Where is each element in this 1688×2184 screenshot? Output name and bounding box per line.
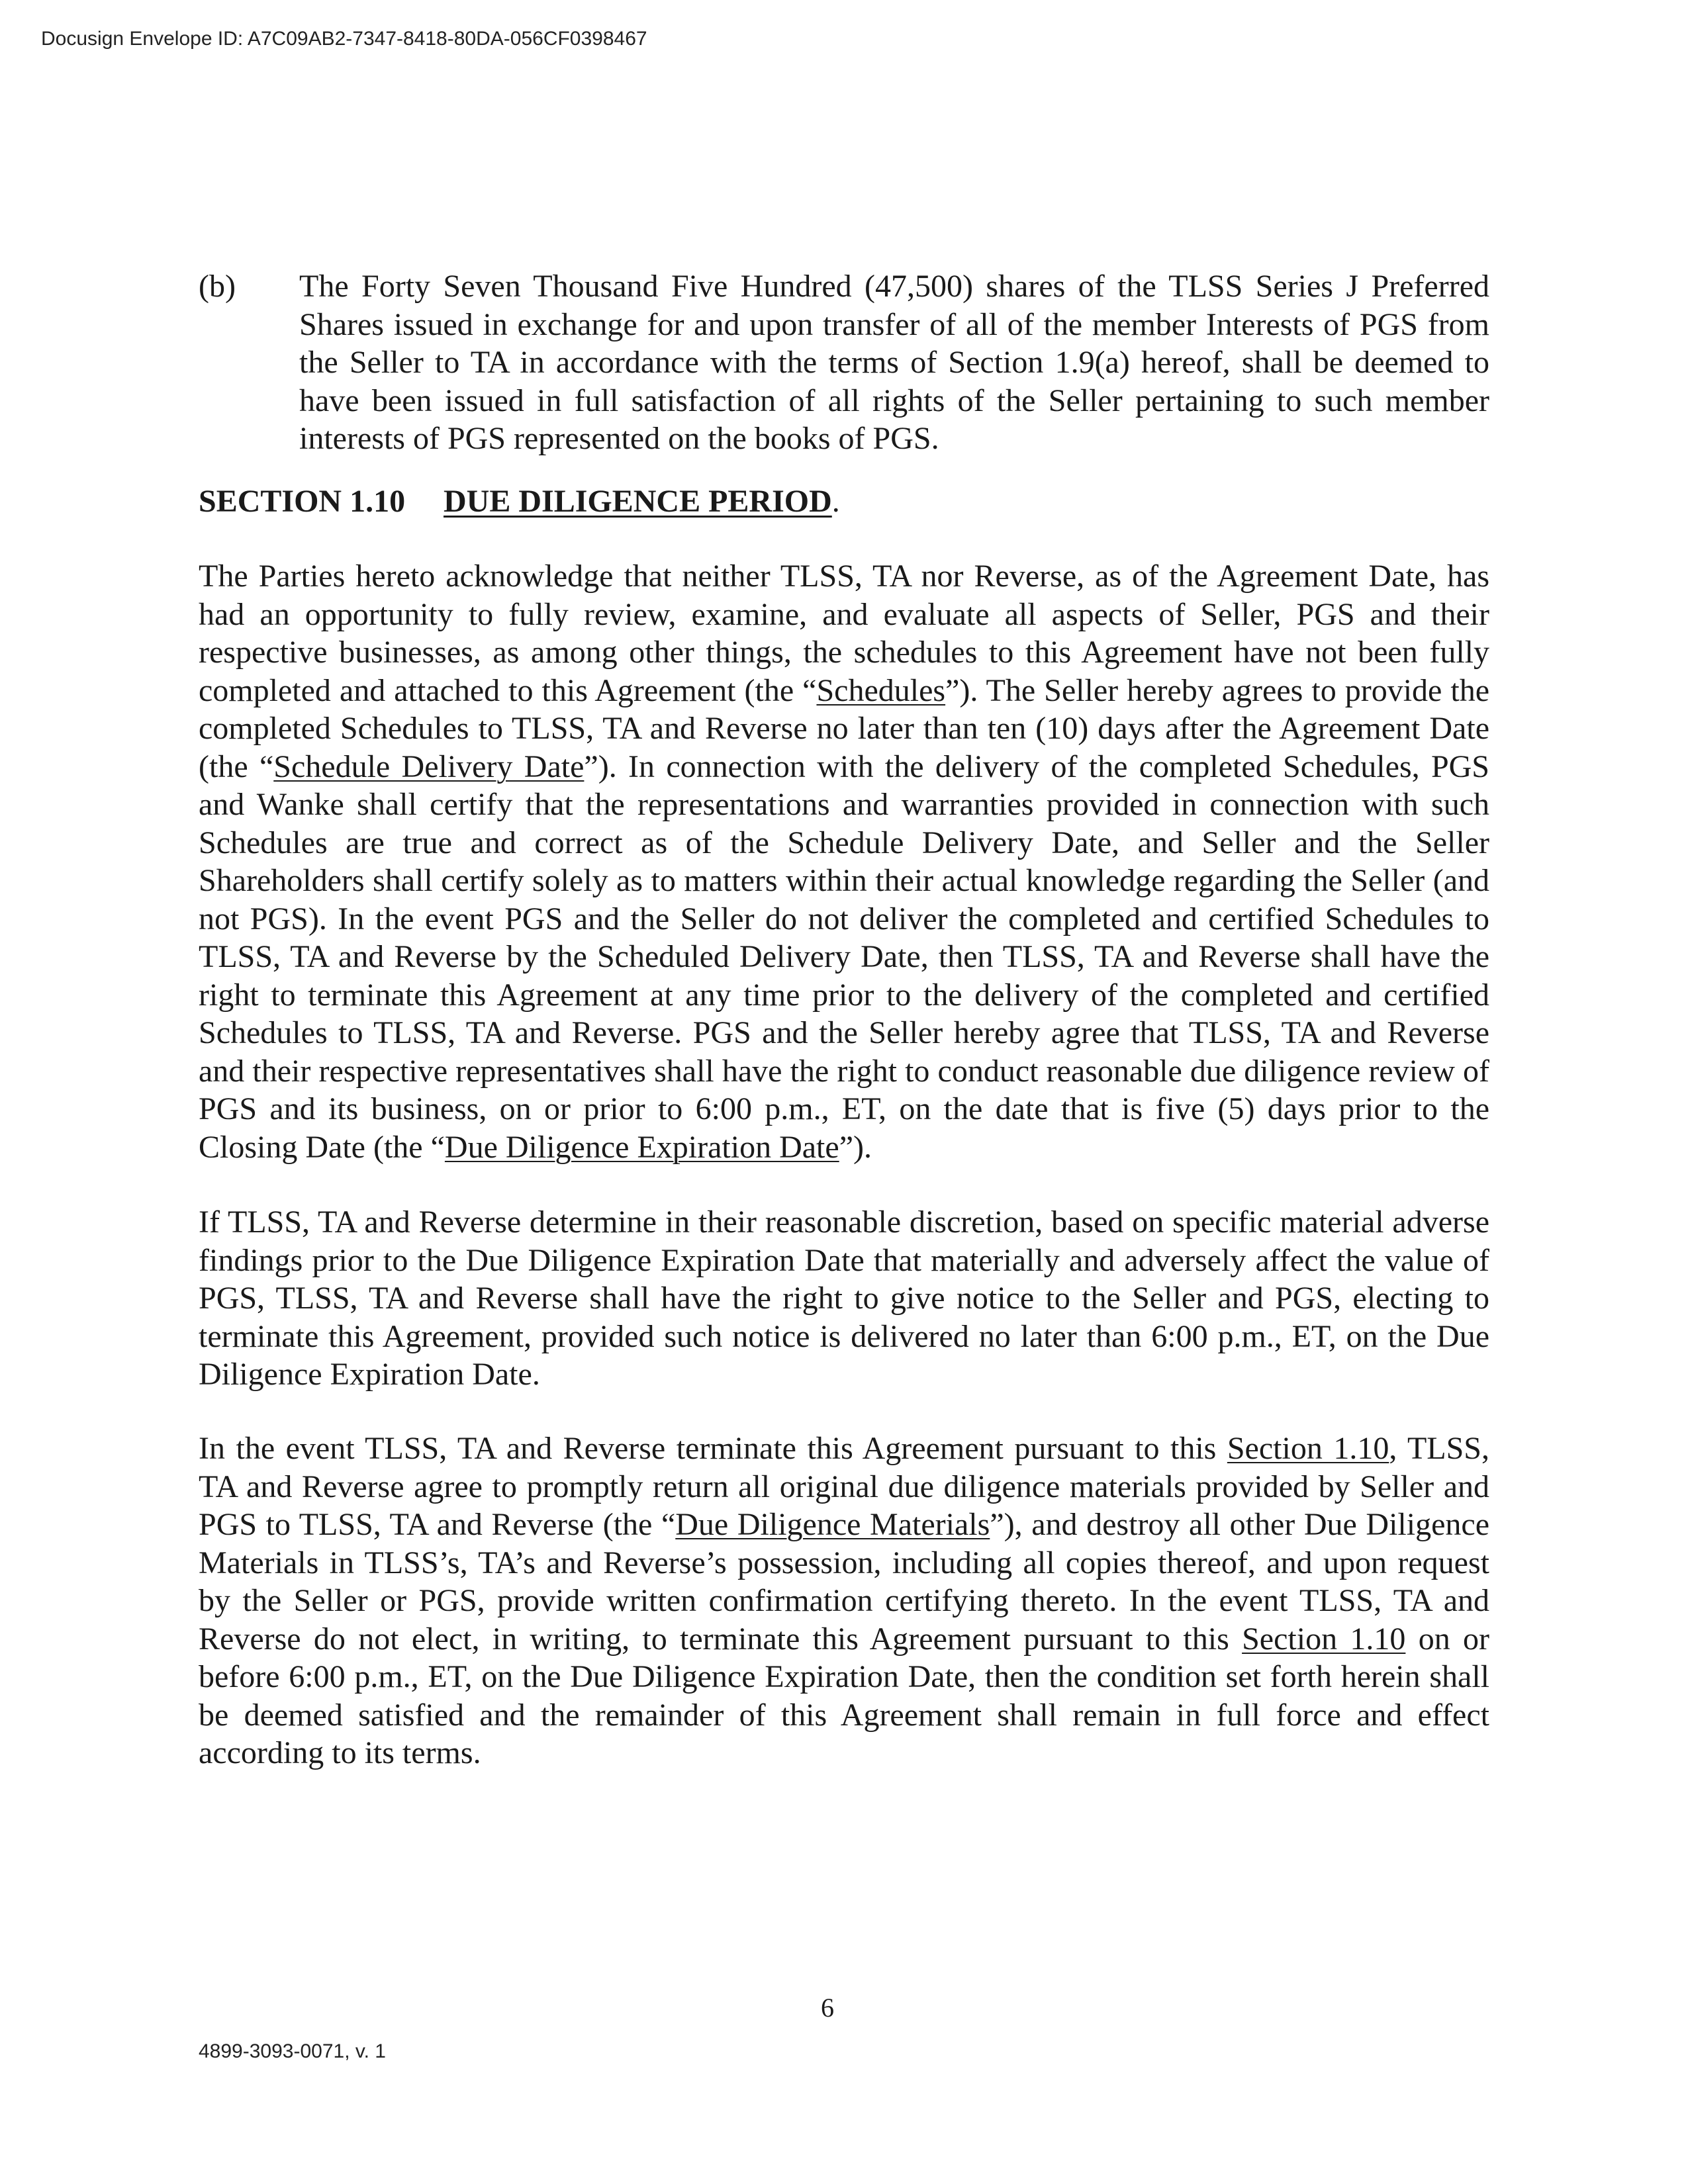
paragraph-3-part-4: on or before 6:00 p.m., ET, on the Due Diligence Expiration Date, then the condition set forth herein shall be deemed satisfied and the remainder of this Agreement shall remain in full force and effect according to its terms. [199, 1621, 1490, 1770]
clause-b-label: (b) [199, 269, 236, 304]
document-id: 4899-3093-0071, v. 1 [199, 2040, 386, 2062]
page-number: 6 [821, 1993, 834, 2023]
clause-b-text: The Forty Seven Thousand Five Hundred (47,500) shares of the TLSS Series J Preferred Shares issued in exchange for and upon transfer of all of the member Interests of PGS from the Seller to TA in accordance with the terms of Section 1.9(a) hereof, shall be deemed to have been issued in full satisfaction of all rights of the Seller pertaining to such member interests of PGS represented on the books of PGS. [299, 269, 1489, 456]
paragraph-1-part-1: The Parties hereto acknowledge that neither TLSS, TA nor Reverse, as of the Agreement Date, has had an opportunity to fully review, examine, and evaluate all aspects of Seller, PGS and their respective businesses, as among other things, the schedules to this Agreement have not been fully completed and attached to this Agreement (the “ [199, 559, 1489, 708]
defined-term-due-diligence-expiration-date: Due Diligence Expiration Date [444, 1129, 839, 1165]
section-title: DUE DILIGENCE PERIOD [444, 484, 832, 519]
paragraph-3-part-3: ”), and destroy all other Due Diligence Materials in TLSS’s, TA’s and Reverse’s possession, including all copies thereof, and upon request by the Seller or PGS, provide written confirmation certifying thereto. In the event TLSS, TA and Reverse do not elect, in writing, to terminate this Agreement pursuant to this [199, 1507, 1490, 1657]
paragraph-3-part-1: In the event TLSS, TA and Reverse terminate this Agreement pursuant to this [199, 1431, 1227, 1466]
paragraph-1-part-3: ”). In connection with the delivery of the completed Schedules, PGS and Wanke shall certify that the representations and warranties provided in connection with such Schedules are true and correct as of the Schedule Delivery Date, and Seller and the Seller Shareholders shall certify solely as to matters within their actual knowledge regarding the Seller (and not PGS). In the event PGS and the Seller do not deliver the completed and certified Schedules to TLSS, TA and Reverse by the Scheduled Delivery Date, then TLSS, TA and Reverse shall have the right to terminate this Agreement at any time prior to the delivery of the completed and certified Schedules to TLSS, TA and Reverse. PGS and the Seller hereby agree that TLSS, TA and Reverse and their respective representatives shall have the right to conduct reasonable due diligence review of PGS and its business, on or prior to 6:00 p.m., ET, on the date that is five (5) days prior to the Closing Date (the “ [199, 749, 1490, 1165]
defined-term-schedules: Schedules [816, 672, 946, 708]
paragraph-2: If TLSS, TA and Reverse determine in their reasonable discretion, based on specific material adverse findings prior to the Due Diligence Expiration Date that materially and adversely affect the value of PGS, TLSS, TA and Reverse shall have the right to give notice to the Seller and PGS, electing to terminate this Agreement, provided such notice is delivered no later than 6:00 p.m., ET, on the Due Diligence Expiration Date. [199, 1205, 1489, 1392]
section-title-suffix: . [831, 484, 840, 519]
paragraph-3 [199, 1430, 1489, 1772]
paragraph-3-part-2: , TLSS, TA and Reverse agree to promptly return all original due diligence materials provided by Seller and PGS to TLSS, TA and Reverse (the “ [199, 1431, 1490, 1542]
paragraph-1-part-2: ”). The Seller hereby agrees to provide the completed Schedules to TLSS, TA and Reverse no later than ten (10) days after the Agreement Date (the “ [199, 672, 1489, 784]
section-number: SECTION 1.10 [199, 484, 406, 519]
defined-term-schedule-delivery-date: Schedule Delivery Date [273, 749, 585, 784]
section-heading [199, 483, 840, 520]
defined-term-due-diligence-materials: Due Diligence Materials [675, 1507, 990, 1542]
section-reference-2: Section 1.10 [1242, 1621, 1406, 1657]
section-reference-1: Section 1.10 [1227, 1431, 1389, 1466]
paragraph-1 [199, 557, 1489, 1166]
docusign-envelope-id: Docusign Envelope ID: A7C09AB2-7347-8418-80DA-056CF0398467 [41, 28, 647, 50]
paragraph-1-part-4: ”). [839, 1129, 872, 1165]
section-title-wrap [444, 483, 840, 520]
